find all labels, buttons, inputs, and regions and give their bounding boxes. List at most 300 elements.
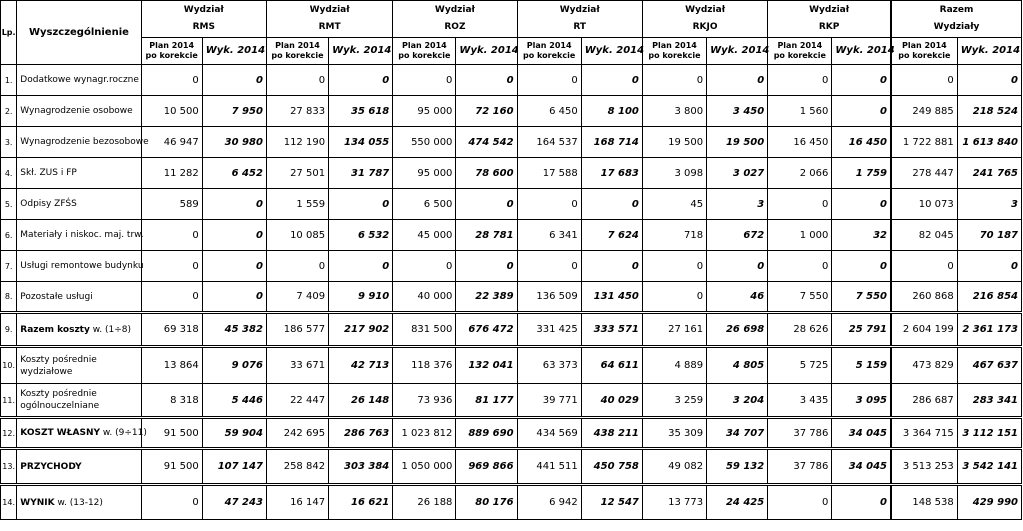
- wyk-value: 241 765: [957, 158, 1021, 189]
- wyk-value: 47 243: [202, 485, 266, 520]
- division-header: [141, 1, 266, 38]
- table-row: [1, 313, 1022, 347]
- plan-value: 45: [642, 189, 706, 220]
- plan-value: 27 161: [642, 313, 706, 347]
- wyk-value: 5 446: [202, 384, 266, 418]
- wyk-value: 59 132: [707, 449, 768, 485]
- plan-value: 0: [768, 189, 832, 220]
- plan-value: 0: [266, 65, 328, 96]
- row-label-text: Razem koszty: [20, 324, 90, 335]
- plan-value: 28 626: [768, 313, 832, 347]
- plan-value: 27 833: [266, 96, 328, 127]
- plan-value: 11 282: [141, 158, 202, 189]
- plan-label-line1: Plan 2014: [401, 41, 447, 50]
- wyk-value: 3: [957, 189, 1021, 220]
- wyk-column-header: Wyk. 2014: [707, 38, 768, 65]
- wyk-value: 0: [957, 65, 1021, 96]
- wyk-value: 969 866: [456, 449, 517, 485]
- plan-value: 13 773: [642, 485, 706, 520]
- wyk-value: 672: [707, 220, 768, 251]
- plan-label-line2: po korekcie: [398, 51, 451, 60]
- division-code-label: Wydziały: [933, 22, 980, 32]
- wyk-value: 0: [329, 65, 393, 96]
- plan-value: 3 513 253: [891, 449, 957, 485]
- row-label: [17, 251, 144, 282]
- plan-value: 0: [891, 251, 957, 282]
- plan-label-line1: Plan 2014: [652, 41, 697, 50]
- plan-value: 63 373: [517, 347, 581, 384]
- division-code-label: RKJO: [692, 22, 718, 32]
- row-label: [17, 65, 141, 96]
- row-label: [17, 485, 141, 520]
- wyk-value: 1 613 840: [957, 127, 1021, 158]
- table-row: [1, 384, 1022, 418]
- division-top-label: Wydział: [809, 5, 850, 15]
- plan-value: 164 537: [517, 127, 581, 158]
- plan-value: 249 885: [891, 96, 957, 127]
- plan-value: 0: [141, 485, 202, 520]
- wyk-value: 9 910: [329, 282, 393, 313]
- row-label-text: KOSZT WŁASNY: [20, 428, 101, 438]
- plan-value: 13 864: [141, 347, 202, 384]
- division-code-label: RT: [573, 22, 587, 32]
- wyk-value: 17 683: [581, 158, 642, 189]
- table-row: [1, 282, 1022, 313]
- wyk-value: 676 472: [456, 313, 517, 347]
- wyk-value: 0: [329, 189, 393, 220]
- plan-value: 16 147: [266, 485, 328, 520]
- wyk-value: 31 787: [329, 158, 393, 189]
- plan-column-header: [393, 38, 456, 65]
- plan-value: 0: [768, 485, 832, 520]
- wyk-value: 3 450: [707, 96, 768, 127]
- wyk-value: 0: [202, 189, 266, 220]
- plan-value: 10 085: [266, 220, 328, 251]
- division-code-label: RMS: [192, 22, 215, 32]
- row-label-formula: w. (1÷8): [89, 324, 131, 335]
- plan-value: 95 000: [393, 158, 456, 189]
- plan-value: 1 000: [768, 220, 832, 251]
- row-number: 2.: [1, 96, 17, 127]
- wyk-value: 59 904: [202, 418, 266, 449]
- plan-value: 1 559: [266, 189, 328, 220]
- wyk-value: 25 791: [832, 313, 891, 347]
- division-top-label: Razem: [939, 5, 974, 15]
- wyk-value: 217 902: [329, 313, 393, 347]
- wyk-value: 0: [202, 220, 266, 251]
- row-number: 4.: [1, 158, 17, 189]
- plan-column-header: [517, 38, 581, 65]
- plan-value: 0: [642, 65, 706, 96]
- wyk-value: 26 698: [707, 313, 768, 347]
- plan-value: 69 318: [141, 313, 202, 347]
- row-label: [17, 189, 141, 220]
- division-header: [642, 1, 767, 38]
- plan-label-line1: Plan 2014: [902, 41, 947, 50]
- wyk-value: 1 759: [832, 158, 891, 189]
- plan-value: 0: [266, 251, 328, 282]
- table-row: [1, 347, 1022, 384]
- wyk-value: 0: [832, 189, 891, 220]
- plan-value: 0: [517, 189, 581, 220]
- table-row: [1, 189, 1022, 220]
- plan-value: 45 000: [393, 220, 456, 251]
- plan-value: 0: [141, 65, 202, 96]
- plan-label-line1: Plan 2014: [526, 41, 572, 50]
- plan-value: 0: [393, 251, 456, 282]
- plan-value: 5 725: [768, 347, 832, 384]
- plan-value: 3 435: [768, 384, 832, 418]
- plan-value: 0: [768, 65, 832, 96]
- plan-value: 33 671: [266, 347, 328, 384]
- header-row-divisions: [1, 1, 1022, 38]
- wyk-value: 35 618: [329, 96, 393, 127]
- wyk-value: 0: [581, 251, 642, 282]
- plan-value: 1 722 881: [891, 127, 957, 158]
- wyk-value: 286 763: [329, 418, 393, 449]
- plan-value: 434 569: [517, 418, 581, 449]
- row-label-text: Usługi remontowe budynku: [20, 261, 144, 271]
- wyk-value: 3 112 151: [957, 418, 1021, 449]
- wyk-value: 0: [456, 251, 517, 282]
- row-label-text: Koszty pośrednie wydziałowe: [20, 354, 97, 377]
- plan-value: 16 450: [768, 127, 832, 158]
- plan-label-line2: po korekcie: [145, 51, 198, 60]
- row-label-text: WYNIK: [20, 497, 55, 508]
- row-number: 13.: [1, 449, 17, 485]
- row-label: [17, 313, 141, 347]
- plan-value: 473 829: [891, 347, 957, 384]
- plan-value: 258 842: [266, 449, 328, 485]
- plan-value: 148 538: [891, 485, 957, 520]
- plan-value: 26 188: [393, 485, 456, 520]
- row-label-formula: w. (9÷11): [100, 428, 147, 438]
- wyk-column-header: Wyk. 2014: [329, 38, 393, 65]
- division-top-label: Wydział: [309, 5, 350, 15]
- row-number: 3.: [1, 127, 17, 158]
- wyk-value: 34 707: [707, 418, 768, 449]
- wyk-value: 216 854: [957, 282, 1021, 313]
- wyk-column-header: Wyk. 2014: [957, 38, 1021, 65]
- table-row: [1, 96, 1022, 127]
- plan-value: 82 045: [891, 220, 957, 251]
- row-number: 5.: [1, 189, 17, 220]
- row-label: [17, 282, 141, 313]
- plan-value: 831 500: [393, 313, 456, 347]
- wyk-value: 474 542: [456, 127, 517, 158]
- wyk-value: 24 425: [707, 485, 768, 520]
- plan-value: 10 073: [891, 189, 957, 220]
- plan-value: 8 318: [141, 384, 202, 418]
- wyk-column-header: Wyk. 2014: [581, 38, 642, 65]
- wyk-value: 28 781: [456, 220, 517, 251]
- plan-label-line2: po korekcie: [898, 51, 951, 60]
- row-label: [17, 449, 141, 485]
- row-label-text: PRZYCHODY: [20, 461, 82, 472]
- wyk-value: 9 076: [202, 347, 266, 384]
- division-top-label: Wydział: [434, 5, 475, 15]
- plan-value: 589: [141, 189, 202, 220]
- wyk-value: 7 950: [202, 96, 266, 127]
- row-label: [17, 418, 147, 449]
- plan-value: 49 082: [642, 449, 706, 485]
- wyk-value: 80 176: [456, 485, 517, 520]
- plan-value: 7 409: [266, 282, 328, 313]
- division-header: [266, 1, 392, 38]
- wyk-value: 0: [707, 65, 768, 96]
- row-label: [17, 96, 141, 127]
- wyk-value: 64 611: [581, 347, 642, 384]
- wyk-value: 6 452: [202, 158, 266, 189]
- wyk-value: 7 550: [832, 282, 891, 313]
- division-header: [517, 1, 642, 38]
- row-label: [17, 220, 144, 251]
- division-header: [768, 1, 891, 38]
- plan-label-line2: po korekcie: [271, 51, 324, 60]
- plan-value: 278 447: [891, 158, 957, 189]
- plan-value: 718: [642, 220, 706, 251]
- wyk-value: 3 542 141: [957, 449, 1021, 485]
- row-number: 12.: [1, 418, 17, 449]
- plan-value: 0: [517, 251, 581, 282]
- plan-value: 1 050 000: [393, 449, 456, 485]
- table-row: [1, 449, 1022, 485]
- wyk-value: 0: [329, 251, 393, 282]
- wyk-value: 107 147: [202, 449, 266, 485]
- row-label: [17, 384, 141, 418]
- plan-value: 7 550: [768, 282, 832, 313]
- plan-label-line2: po korekcie: [523, 51, 576, 60]
- plan-value: 40 000: [393, 282, 456, 313]
- name-header: Wyszczególnienie: [17, 1, 141, 65]
- plan-column-header: [642, 38, 706, 65]
- wyk-value: 168 714: [581, 127, 642, 158]
- wyk-value: 0: [456, 65, 517, 96]
- plan-value: 331 425: [517, 313, 581, 347]
- plan-value: 441 511: [517, 449, 581, 485]
- wyk-value: 438 211: [581, 418, 642, 449]
- wyk-value: 0: [202, 282, 266, 313]
- plan-value: 3 800: [642, 96, 706, 127]
- row-label-text: Odpisy ZFŚS: [20, 199, 77, 209]
- wyk-value: 19 500: [707, 127, 768, 158]
- wyk-value: 46: [707, 282, 768, 313]
- plan-value: 19 500: [642, 127, 706, 158]
- table-row: [1, 127, 1022, 158]
- table-row: [1, 485, 1022, 520]
- division-top-label: Wydział: [559, 5, 600, 15]
- wyk-value: 72 160: [456, 96, 517, 127]
- plan-value: 73 936: [393, 384, 456, 418]
- plan-value: 2 604 199: [891, 313, 957, 347]
- plan-column-header: [266, 38, 328, 65]
- plan-value: 0: [393, 65, 456, 96]
- plan-value: 27 501: [266, 158, 328, 189]
- wyk-value: 889 690: [456, 418, 517, 449]
- row-number: 6.: [1, 220, 17, 251]
- plan-value: 6 942: [517, 485, 581, 520]
- plan-value: 4 889: [642, 347, 706, 384]
- row-label-text: Skł. ZUS i FP: [20, 168, 77, 178]
- wyk-value: 34 045: [832, 418, 891, 449]
- wyk-value: 70 187: [957, 220, 1021, 251]
- wyk-value: 5 159: [832, 347, 891, 384]
- plan-value: 91 500: [141, 449, 202, 485]
- plan-value: 10 500: [141, 96, 202, 127]
- wyk-value: 34 045: [832, 449, 891, 485]
- plan-value: 112 190: [266, 127, 328, 158]
- wyk-value: 429 990: [957, 485, 1021, 520]
- row-number: 14.: [1, 485, 17, 520]
- wyk-value: 3 027: [707, 158, 768, 189]
- plan-label-line1: Plan 2014: [777, 41, 823, 50]
- wyk-value: 218 524: [957, 96, 1021, 127]
- plan-label-line2: po korekcie: [773, 51, 826, 60]
- division-code-label: RMT: [318, 22, 341, 32]
- plan-value: 260 868: [891, 282, 957, 313]
- plan-value: 0: [141, 220, 202, 251]
- wyk-value: 0: [202, 251, 266, 282]
- plan-value: 1 560: [768, 96, 832, 127]
- wyk-column-header: Wyk. 2014: [832, 38, 891, 65]
- wyk-value: 6 532: [329, 220, 393, 251]
- wyk-value: 0: [832, 485, 891, 520]
- wyk-value: 40 029: [581, 384, 642, 418]
- plan-column-header: [768, 38, 832, 65]
- wyk-column-header: Wyk. 2014: [202, 38, 266, 65]
- wyk-column-header: Wyk. 2014: [456, 38, 517, 65]
- row-number: 8.: [1, 282, 17, 313]
- wyk-value: 4 805: [707, 347, 768, 384]
- plan-value: 22 447: [266, 384, 328, 418]
- plan-value: 2 066: [768, 158, 832, 189]
- wyk-value: 42 713: [329, 347, 393, 384]
- wyk-value: 0: [456, 189, 517, 220]
- plan-value: 0: [768, 251, 832, 282]
- row-label: [17, 347, 141, 384]
- wyk-value: 26 148: [329, 384, 393, 418]
- plan-value: 0: [517, 65, 581, 96]
- lp-header: Lp.: [1, 1, 17, 65]
- wyk-value: 0: [832, 251, 891, 282]
- table-row: [1, 251, 1022, 282]
- plan-label-line1: Plan 2014: [275, 41, 320, 50]
- plan-value: 136 509: [517, 282, 581, 313]
- wyk-value: 3 095: [832, 384, 891, 418]
- plan-value: 3 364 715: [891, 418, 957, 449]
- plan-value: 6 341: [517, 220, 581, 251]
- row-label-text: Koszty pośrednie ogólnouczelniane: [20, 389, 100, 411]
- plan-column-header: [891, 38, 957, 65]
- wyk-value: 450 758: [581, 449, 642, 485]
- plan-value: 286 687: [891, 384, 957, 418]
- wyk-value: 0: [581, 189, 642, 220]
- wyk-value: 303 384: [329, 449, 393, 485]
- plan-value: 91 500: [141, 418, 202, 449]
- division-code-label: ROZ: [444, 22, 466, 32]
- plan-value: 3 098: [642, 158, 706, 189]
- header-row-columns: [1, 38, 1022, 65]
- wyk-value: 16 621: [329, 485, 393, 520]
- plan-value: 37 786: [768, 449, 832, 485]
- table-row: [1, 158, 1022, 189]
- row-number: 11.: [1, 384, 17, 418]
- wyk-value: 32: [832, 220, 891, 251]
- table-row: [1, 65, 1022, 96]
- row-number: 7.: [1, 251, 17, 282]
- wyk-value: 3 204: [707, 384, 768, 418]
- wyk-value: 132 041: [456, 347, 517, 384]
- wyk-value: 283 341: [957, 384, 1021, 418]
- plan-value: 37 786: [768, 418, 832, 449]
- plan-value: 242 695: [266, 418, 328, 449]
- wyk-value: 7 624: [581, 220, 642, 251]
- wyk-value: 2 361 173: [957, 313, 1021, 347]
- plan-value: 95 000: [393, 96, 456, 127]
- row-label-formula: w. (13-12): [54, 497, 103, 508]
- plan-value: 0: [141, 251, 202, 282]
- row-label-text: Dodatkowe wynagr.roczne: [20, 75, 139, 85]
- plan-value: 186 577: [266, 313, 328, 347]
- wyk-value: 0: [832, 65, 891, 96]
- plan-label-line1: Plan 2014: [149, 41, 195, 50]
- row-number: 9.: [1, 313, 17, 347]
- row-number: 1.: [1, 65, 17, 96]
- wyk-value: 0: [832, 96, 891, 127]
- plan-label-line2: po korekcie: [648, 51, 701, 60]
- plan-column-header: [141, 38, 202, 65]
- plan-value: 6 500: [393, 189, 456, 220]
- wyk-value: 16 450: [832, 127, 891, 158]
- row-label: [17, 158, 141, 189]
- plan-value: 39 771: [517, 384, 581, 418]
- plan-value: 118 376: [393, 347, 456, 384]
- row-label-text: Pozostałe usługi: [20, 291, 93, 302]
- plan-value: 17 588: [517, 158, 581, 189]
- wyk-value: 12 547: [581, 485, 642, 520]
- wyk-value: 45 382: [202, 313, 266, 347]
- division-top-label: Wydział: [685, 5, 726, 15]
- table-row: [1, 220, 1022, 251]
- plan-value: 0: [141, 282, 202, 313]
- plan-value: 0: [642, 251, 706, 282]
- wyk-value: 0: [581, 65, 642, 96]
- division-header: [891, 1, 1021, 38]
- wyk-value: 22 389: [456, 282, 517, 313]
- wyk-value: 8 100: [581, 96, 642, 127]
- wyk-value: 3: [707, 189, 768, 220]
- wyk-value: 0: [957, 251, 1021, 282]
- division-header: [393, 1, 517, 38]
- plan-value: 6 450: [517, 96, 581, 127]
- wyk-value: 467 637: [957, 347, 1021, 384]
- wyk-value: 333 571: [581, 313, 642, 347]
- plan-value: 3 259: [642, 384, 706, 418]
- plan-value: 550 000: [393, 127, 456, 158]
- wyk-value: 30 980: [202, 127, 266, 158]
- plan-value: 46 947: [141, 127, 202, 158]
- row-label-text: Materiały i niskoc. maj. trw.: [20, 230, 144, 240]
- plan-value: 0: [891, 65, 957, 96]
- division-code-label: RKP: [818, 22, 840, 32]
- row-number: 10.: [1, 347, 17, 384]
- wyk-value: 131 450: [581, 282, 642, 313]
- row-label-text: Wynagrodzenie bezosobowe: [20, 137, 149, 147]
- plan-value: 35 309: [642, 418, 706, 449]
- table-row: [1, 418, 1022, 449]
- wyk-value: 78 600: [456, 158, 517, 189]
- row-label: [17, 127, 149, 158]
